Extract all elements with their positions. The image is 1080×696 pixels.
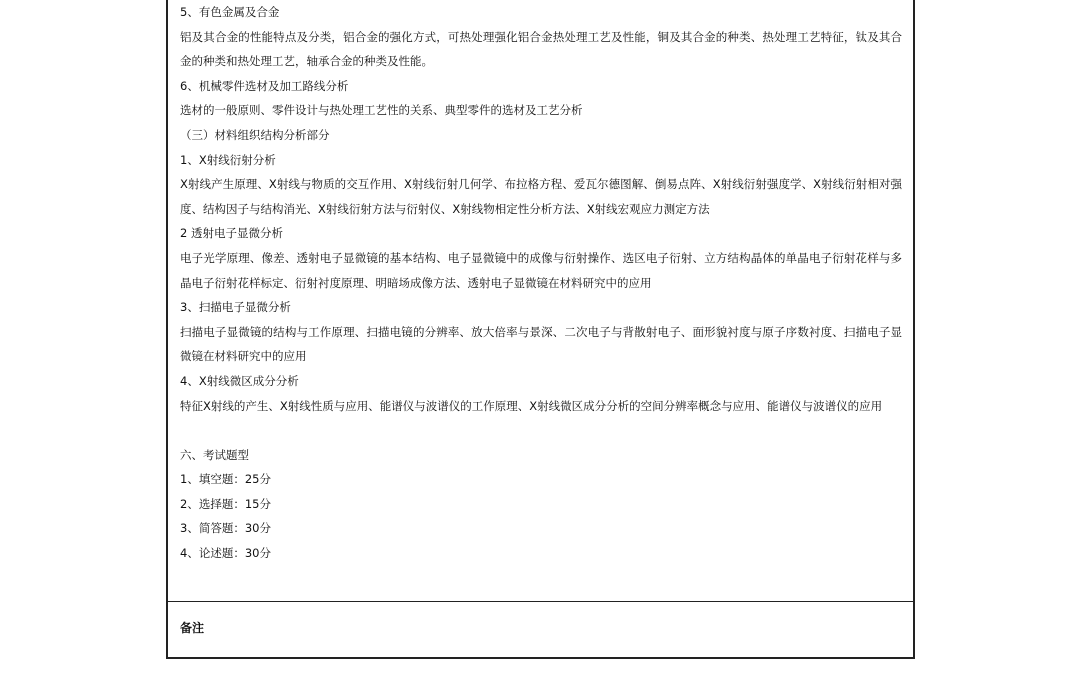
syllabus-content (180, 0, 902, 566)
item-heading: 1、X射线衍射分析 (180, 152, 276, 167)
table-divider (168, 601, 913, 602)
item-heading: 3、扫描电子显微分析 (180, 300, 291, 315)
part-heading: （三）材料组织结构分析部分 (180, 127, 330, 142)
exam-line: 1、填空题：25分 (180, 472, 271, 487)
spacer (180, 418, 902, 443)
section-text: 铝及其合金的性能特点及分类，铝合金的强化方式，可热处理强化铝合金热处理工艺及性能，铜及其合金的种类、热处理工艺特征，钛及其合金的种类和热处理工艺，轴承合金的种类及性能。 (180, 29, 902, 69)
section-heading: 5、有色金属及合金 (180, 5, 280, 19)
item-heading: 4、X射线微区成分分析 (180, 373, 299, 388)
exam-line: 4、论述题：30分 (180, 546, 271, 561)
exam-heading: 六、考试题型 (180, 447, 249, 462)
syllabus-table (166, 0, 915, 659)
section-heading: 6、机械零件选材及加工路线分析 (180, 78, 349, 93)
item-text: X射线产生原理、X射线与物质的交互作用、X射线衍射几何学、布拉格方程、爱瓦尔德图解、倒易点阵、X射线衍射强度学、X射线衍射相对强度、结构因子与结构消光、X射线衍射方法与衍射仪、X射线物相定性分析方法、X射线宏观应力测定方法 (180, 177, 902, 216)
item-text: 电子光学原理、像差、透射电子显微镜的基本结构、电子显微镜中的成像与衍射操作、选区电子衍射、立方结构晶体的单晶电子衍射花样与多晶电子衍射花样标定、衍射衬度原理、明暗场成像方法、透射电子显微镜在材料研究中的应用 (180, 250, 902, 290)
item-text: 扫描电子显微镜的结构与工作原理、扫描电镜的分辨率、放大倍率与景深、二次电子与背散射电子、面形貌衬度与原子序数衬度、扫描电子显微镜在材料研究中的应用 (180, 324, 902, 364)
exam-line: 3、简答题：30分 (180, 521, 271, 536)
item-heading: 2 透射电子显微分析 (180, 226, 283, 241)
exam-line: 2、选择题：15分 (180, 496, 271, 511)
item-text: 特征X射线的产生、X射线性质与应用、能谱仪与波谱仪的工作原理、X射线微区成分分析的空间分辨率概念与应用、能谱仪与波谱仪的应用 (180, 398, 883, 413)
section-text: 选材的一般原则、零件设计与热处理工艺性的关系、典型零件的选材及工艺分析 (180, 103, 583, 118)
remarks-label: 备注 (180, 621, 205, 635)
